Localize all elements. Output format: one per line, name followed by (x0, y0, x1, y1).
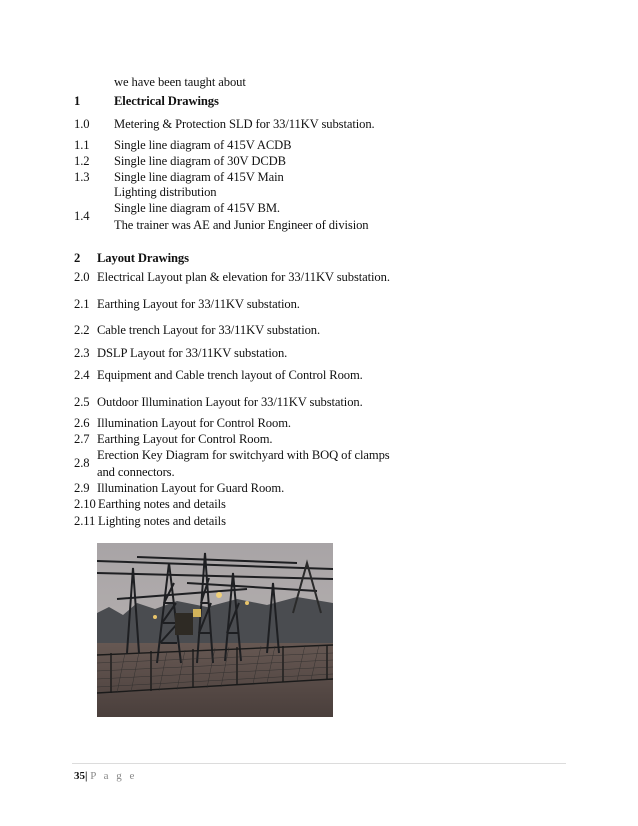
item-text-continued: and connectors. (97, 465, 175, 479)
item-number: 1.2 (74, 154, 90, 168)
intro-text: we have been taught about (114, 75, 246, 89)
item-text: Single line diagram of 415V BM. (114, 201, 280, 215)
item-text: Single line diagram of 415V ACDB (114, 138, 292, 152)
page-number: 35 (74, 770, 85, 782)
item-number: 2.5 (74, 395, 90, 409)
item-text: Erection Key Diagram for switchyard with BOQ of clamps (97, 448, 390, 462)
item-number: 2.4 (74, 368, 90, 382)
item-number: 2.2 (74, 323, 90, 337)
footer-separator: | (85, 770, 88, 782)
footer-divider (72, 763, 566, 764)
section-2-title: Layout Drawings (97, 251, 189, 265)
item-text-continued: Lighting distribution (114, 185, 217, 199)
item-number: 2.1 (74, 297, 90, 311)
item-text: Electrical Layout plan & elevation for 33/11KV substation. (97, 270, 390, 284)
item-number: 1.0 (74, 117, 90, 131)
item-number: 2.0 (74, 270, 90, 284)
section-1-number: 1 (74, 94, 81, 108)
item-text: Lighting notes and details (98, 514, 226, 528)
item-text: Metering & Protection SLD for 33/11KV substation. (114, 117, 375, 131)
item-number: 2.11 (74, 514, 96, 528)
item-text: Cable trench Layout for 33/11KV substation. (97, 323, 321, 337)
item-text-continued: The trainer was AE and Junior Engineer of division (114, 218, 369, 232)
section-1-title: Electrical Drawings (114, 94, 219, 108)
page-word: P a g e (90, 770, 137, 782)
item-text: Earthing notes and details (98, 497, 226, 511)
item-number: 2.3 (74, 346, 90, 360)
item-number: 1.1 (74, 138, 90, 152)
item-text: Illumination Layout for Guard Room. (97, 481, 285, 495)
item-number: 2.9 (74, 481, 90, 495)
item-number: 2.8 (74, 456, 90, 470)
page-footer (74, 770, 137, 782)
item-text: Equipment and Cable trench layout of Control Room. (97, 368, 363, 382)
item-text: Earthing Layout for 33/11KV substation. (97, 297, 300, 311)
item-text: Illumination Layout for Control Room. (97, 416, 291, 430)
item-number: 1.3 (74, 170, 90, 184)
item-number: 1.4 (74, 209, 90, 223)
substation-photo (97, 543, 333, 717)
item-number: 2.10 (74, 497, 96, 511)
item-text: Outdoor Illumination Layout for 33/11KV substation. (97, 395, 363, 409)
section-2-number: 2 (74, 251, 81, 265)
item-number: 2.7 (74, 432, 90, 446)
item-text: Single line diagram of 415V Main (114, 170, 284, 184)
item-text: Earthing Layout for Control Room. (97, 432, 273, 446)
item-number: 2.6 (74, 416, 90, 430)
item-text: Single line diagram of 30V DCDB (114, 154, 286, 168)
item-text: DSLP Layout for 33/11KV substation. (97, 346, 288, 360)
